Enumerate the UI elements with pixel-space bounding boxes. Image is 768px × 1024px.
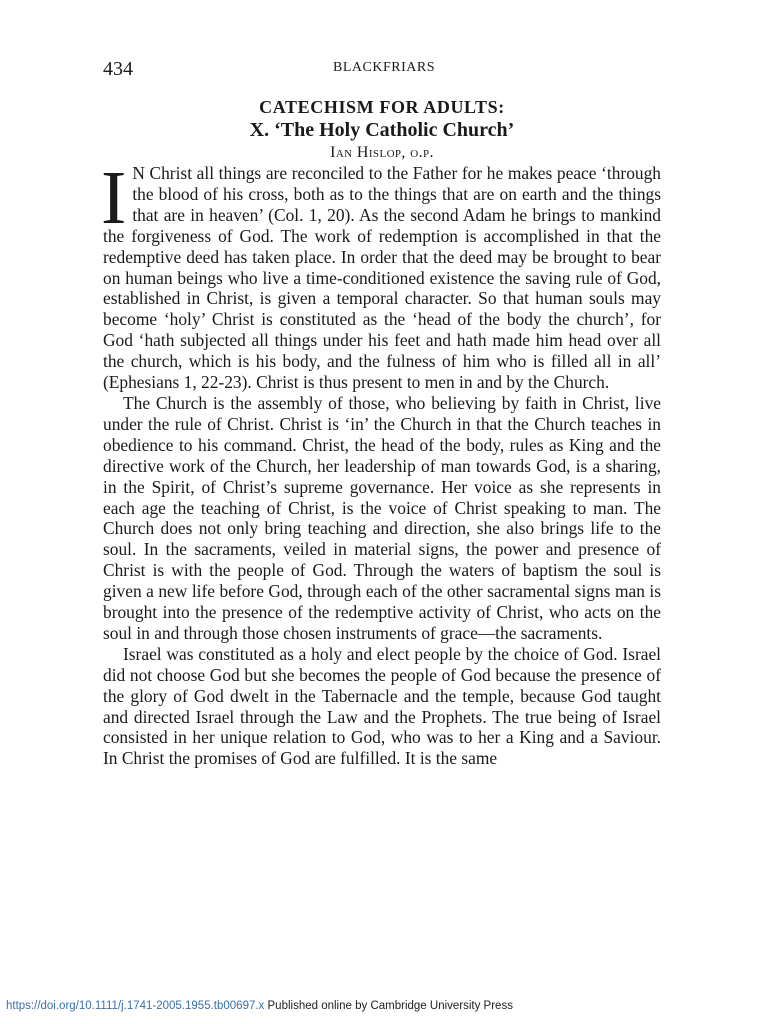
doi-link[interactable]: https://doi.org/10.1111/j.1741-2005.1955.tb00697.x <box>6 1000 265 1012</box>
article-series-title: CATECHISM FOR ADULTS: <box>259 97 505 117</box>
footer <box>6 1000 513 1012</box>
drop-cap: I <box>101 156 127 240</box>
paragraph-1-text: N Christ all things are reconciled to the Father for he makes peace ‘through the blood of his cross, both as to the things that are on earth and the things that are in heaven’ (Col. 1, 20). As the second Adam he brings to mankind the forgiveness of God. The work of redemption is accomplished in that the redemptive deed has taken place. In order that the deed may be brought to bear on human beings who live a time-conditioned existence the saving rule of God, established in Christ, is given a temporal character. So that human souls may become ‘holy’ Christ is constituted as the ‘head of the body the church’, for God ‘hath subjected all things under his feet and hath made him head over all the church, which is his body, and the fulness of him who is filled all in all’ (Ephesians 1, 22-23). Christ is thus present to men in and by the Church. <box>103 163 661 393</box>
article-author: Ian Hislop, o.p. <box>330 144 434 161</box>
paragraph-3: Israel was constituted as a holy and elect people by the choice of God. Israel did not choose God but she becomes the people of God because the presence of the glory of God dwelt in the Tabernacle and the temple, because God taught and directed Israel through the Law and the Prophets. The true being of Israel consisted in her unique relation to God, who was to her a King and a Saviour. In Christ the promises of God are fulfilled. It is the same <box>103 643 661 769</box>
paragraph-1 <box>101 156 661 393</box>
article-title-block <box>103 97 661 164</box>
article-body <box>101 156 661 769</box>
page-number: 434 <box>103 58 133 80</box>
publisher-note: Published online by Cambridge University Press <box>264 1000 513 1012</box>
running-head: BLACKFRIARS <box>333 60 435 75</box>
paragraph-2: The Church is the assembly of those, who believing by faith in Christ, live under the rule of Christ. Christ is ‘in’ the Church in that the Church teaches in obedience to his command. Christ, the head of the body, rules as King and the directive work of the Church, her leadership of man towards God, is a sharing, in the Spirit, of Christ’s supreme governance. Her voice as she represents in each age the teaching of Christ, is the voice of Christ speaking to man. The Church does not only bring teaching and direction, she also brings life to the soul. In the sacraments, veiled in material signs, the power and presence of Christ is with the people of God. Through the waters of baptism the soul is given a new life before God, through each of the other sacramental signs man is brought into the presence of the redemptive activity of Christ, who acts on the soul in and through those chosen instruments of grace—the sacraments. <box>103 392 661 643</box>
article-title: X. ‘The Holy Catholic Church’ <box>249 119 515 141</box>
